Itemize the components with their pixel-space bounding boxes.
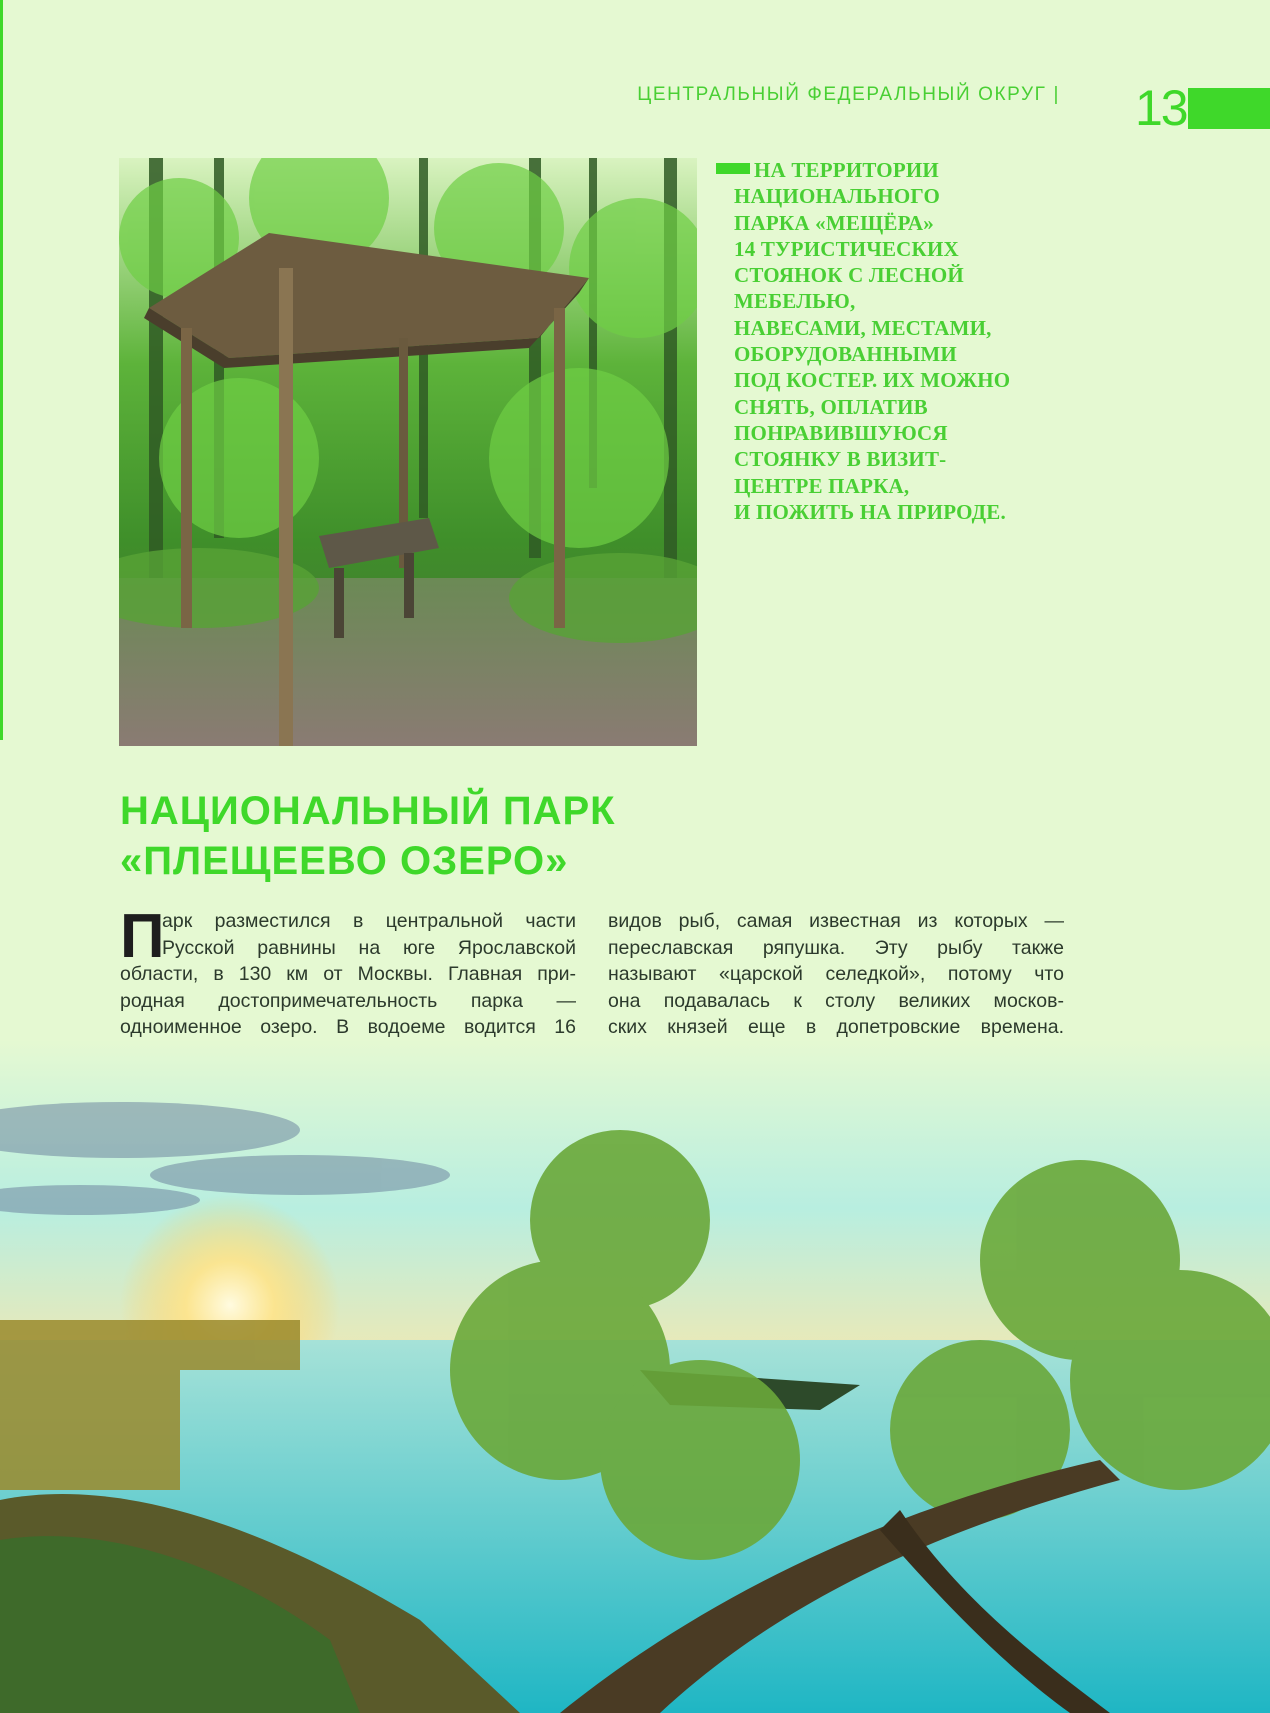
article-line: переславская ряпушка. Эту рыбу также <box>608 936 1064 959</box>
heading-line-2: «ПЛЕЩЕЕВО ОЗЕРО» <box>120 839 569 883</box>
article-column-left <box>120 902 576 1041</box>
article-line: называют «царской селедкой», потому что <box>608 963 1064 985</box>
callout-line: ПАРКА «МЕЩЁРА» <box>734 210 934 235</box>
callout-quote <box>716 157 1046 525</box>
article-column-right <box>608 908 1064 1041</box>
section-heading <box>120 786 616 886</box>
lake-sunset-photo <box>0 1040 1270 1713</box>
callout-line: МЕБЕЛЬЮ, <box>734 289 856 314</box>
callout-marker <box>716 163 750 174</box>
forest-shelter-photo <box>119 158 697 746</box>
callout-line: НАВЕСАМИ, МЕСТАМИ, <box>734 315 992 340</box>
callout-line: ПОД КОСТЕР. ИХ МОЖНО <box>734 368 1011 393</box>
running-head: ЦЕНТРАЛЬНЫЙ ФЕДЕРАЛЬНЫЙ ОКРУГ | <box>637 84 1060 105</box>
callout-line: СТОЯНОК С ЛЕСНОЙ <box>734 263 964 288</box>
page-number: 13 <box>1135 80 1187 136</box>
article-line: родная достопримечательность парка — <box>120 989 576 1012</box>
page-tab <box>1188 88 1270 129</box>
article-line: она подавалась к столу великих москов- <box>608 989 1064 1012</box>
callout-line: ПОНРАВИВШУЮСЯ <box>734 420 948 445</box>
article-line: области, в 130 км от Москвы. Главная при- <box>120 963 576 985</box>
drop-cap: П <box>120 902 165 971</box>
left-edge-rule <box>0 0 3 740</box>
callout-line: НА ТЕРРИТОРИИ <box>716 157 1046 183</box>
article-line: ских князей еще в допетровские времена. <box>608 1016 1064 1038</box>
article-line: видов рыб, самая известная из которых — <box>608 910 1064 932</box>
callout-line: НАЦИОНАЛЬНОГО <box>734 184 940 209</box>
callout-line: И ПОЖИТЬ НА ПРИРОДЕ. <box>734 499 1006 524</box>
heading-line-1: НАЦИОНАЛЬНЫЙ ПАРК <box>120 789 616 833</box>
callout-line: ОБОРУДОВАННЫМИ <box>734 342 957 367</box>
callout-line: СТОЯНКУ В ВИЗИТ- <box>734 447 947 472</box>
article-line: арк разместился в центральной части <box>162 910 576 932</box>
callout-line: СНЯТЬ, ОПЛАТИВ <box>734 394 928 419</box>
callout-line: ЦЕНТРЕ ПАРКА, <box>734 473 910 498</box>
callout-line: 14 ТУРИСТИЧЕСКИХ <box>734 236 959 261</box>
article-line: Русской равнины на юге Ярославской <box>162 936 576 959</box>
article-line: одноименное озеро. В водоеме водится 16 <box>120 1016 576 1038</box>
